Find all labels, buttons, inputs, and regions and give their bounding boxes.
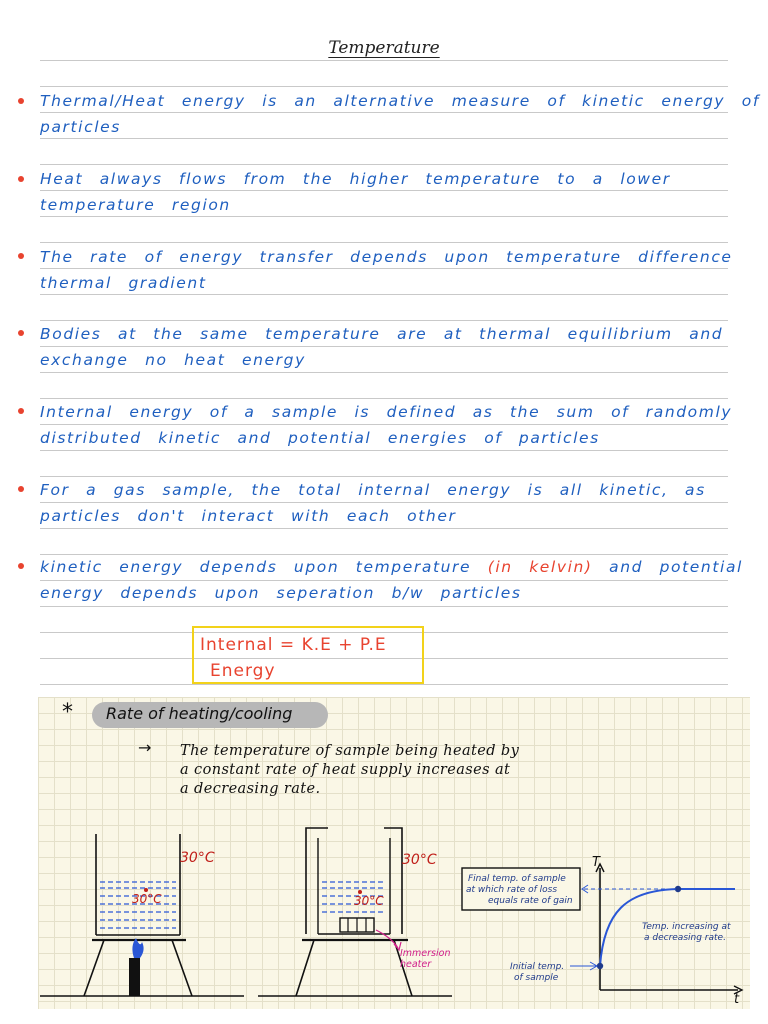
- y-axis-label: T: [592, 855, 600, 870]
- immersion-label: Immersion: [400, 948, 451, 959]
- note-kelvin: (in kelvin): [487, 558, 593, 576]
- note-thermal-equilibrium: Bodies at the same temperature are at thermal equilibrium and exchange no heat energy: [40, 325, 724, 369]
- note-gas-sample: For a gas sample, the total internal energy is all kinetic, as particles don't interact with each other: [40, 481, 706, 525]
- x-axis-label: t: [734, 992, 740, 1007]
- burner-icon: [129, 958, 140, 996]
- note-heat-flow: Heat always flows from the higher temperature to a lower temperature region: [40, 170, 671, 214]
- temp-label: 30°C: [132, 892, 162, 906]
- increase-text: Temp. increasing at: [642, 922, 731, 932]
- increase-text: a decreasing rate.: [644, 933, 726, 943]
- temp-label: 30°C: [402, 852, 437, 868]
- note-thermal-energy: Thermal/Heat energy is an alternative measure of kinetic energy of particles: [40, 92, 760, 136]
- temp-label: 30°C: [180, 850, 215, 866]
- final-temp-text: Final temp. of sample: [468, 874, 566, 884]
- heating-rate-note: The temperature of sample being heated by a constant rate of heat supply increases at a decreasing rate.: [180, 743, 520, 797]
- tripod-leg: [172, 940, 192, 996]
- heater-label: heater: [400, 959, 432, 970]
- note-kinetic-part2: and potential energy depends upon seperation b/w particles: [40, 558, 743, 602]
- arrow-icon: →: [138, 738, 152, 757]
- note-internal-energy: Internal energy of a sample is defined as the sum of randomly distributed kinetic and potential energies of particles: [40, 403, 733, 447]
- note-kinetic-part1: kinetic energy depends upon temperature: [40, 558, 472, 576]
- section-heading: Rate of heating/cooling: [106, 704, 293, 723]
- formula-line-1: Internal = K.E + P.E: [200, 635, 387, 655]
- final-temp-text: at which rate of loss: [466, 885, 558, 895]
- page-title: Temperature: [328, 38, 440, 58]
- tripod-leg: [84, 940, 104, 996]
- star-marker: *: [62, 700, 73, 725]
- immersion-heater-diagram: [258, 828, 452, 996]
- outer-container: [306, 828, 328, 934]
- burner-beaker-diagram: [40, 834, 244, 996]
- formula-line-2: Energy: [210, 661, 276, 681]
- initial-temp-text: Initial temp.: [510, 962, 565, 972]
- initial-temp-text: of sample: [514, 973, 559, 983]
- temp-label: 30°C: [354, 894, 384, 908]
- note-energy-transfer-rate: The rate of energy transfer depends upon temperature difference thermal gradient: [40, 248, 733, 292]
- temperature-time-graph: [462, 855, 742, 1007]
- final-temp-text: equals rate of gain: [488, 896, 573, 906]
